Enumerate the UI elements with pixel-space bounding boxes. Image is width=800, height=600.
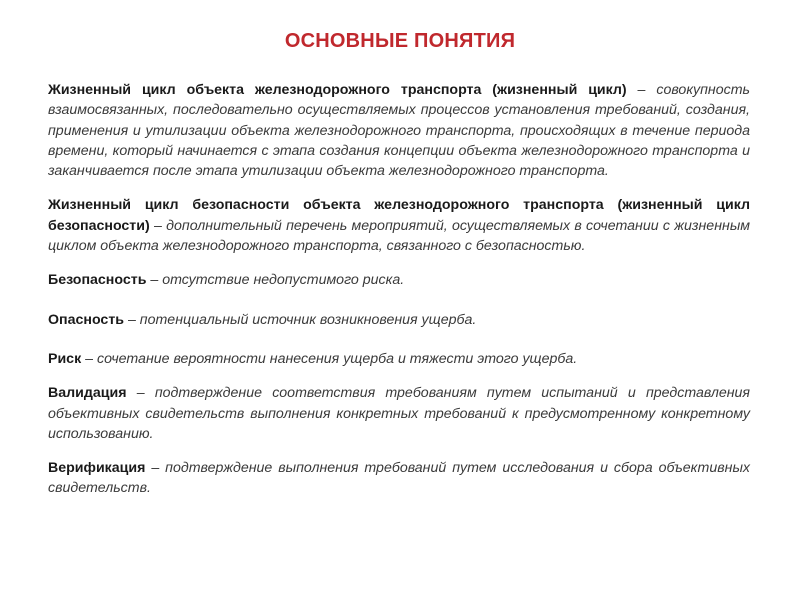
definition-description: отсутствие недопустимого риска. — [162, 272, 405, 289]
definitions-list — [48, 80, 750, 499]
definition-dash: – — [81, 350, 97, 367]
definition-dash: – — [626, 82, 657, 98]
definition-life-cycle — [48, 80, 750, 181]
definition-description: подтверждение выполнения требований путем исследования и сбора объективных свидетельств. — [48, 460, 750, 497]
definition-description: сочетание вероятности нанесения ущерба и тяжести этого ущерба. — [96, 350, 578, 367]
definition-term: Жизненный цикл объекта железнодорожного транспорта (жизненный цикл) — [48, 82, 627, 98]
definition-dash: – — [124, 311, 140, 328]
definition-risk — [48, 349, 750, 369]
definition-description: потенциальный источник возникновения ущерба. — [139, 311, 477, 328]
slide-title: ОСНОВНЫЕ ПОНЯТИЯ — [284, 30, 516, 52]
definition-term: Жизненный цикл безопасности объекта железнодорожного транспорта (жизненный цикл безопасности) — [48, 197, 750, 234]
definition-term: Верификация — [48, 460, 146, 477]
definition-term: Опасность — [48, 311, 124, 328]
definition-validation — [48, 383, 750, 444]
definition-description: дополнительный перечень мероприятий, осуществляемых в сочетании с жизненным циклом объекта железнодорожного транспорта, связанного с безопасностью. — [48, 217, 750, 255]
definition-dash: – — [149, 217, 167, 234]
definition-term: Валидация — [48, 385, 127, 402]
definition-dash: – — [126, 385, 155, 402]
definition-hazard — [48, 310, 750, 330]
definition-description: подтверждение соответствия требованиям путем испытаний и представления объективных свидетельств выполнения конкретных требований к предусмотренному конкретному использованию. — [48, 385, 750, 442]
definition-safety-life-cycle — [48, 195, 750, 256]
definition-dash: – — [145, 460, 166, 477]
definition-term: Риск — [48, 350, 82, 367]
definition-dash: – — [146, 272, 163, 289]
definition-verification — [48, 458, 750, 499]
definition-description: совокупность взаимосвязанных, последовательно осуществляемых процессов установления требований, создания, применения и утилизации объекта железнодорожного транспорта, происходящих в течение периода времени, который начинается с этапа создания концепции объекта железнодорожного транспорта и заканчивается после этапа утилизации объекта железнодорожного транспорта. — [48, 82, 750, 180]
definition-safety — [48, 270, 750, 290]
definition-term: Безопасность — [48, 272, 147, 289]
